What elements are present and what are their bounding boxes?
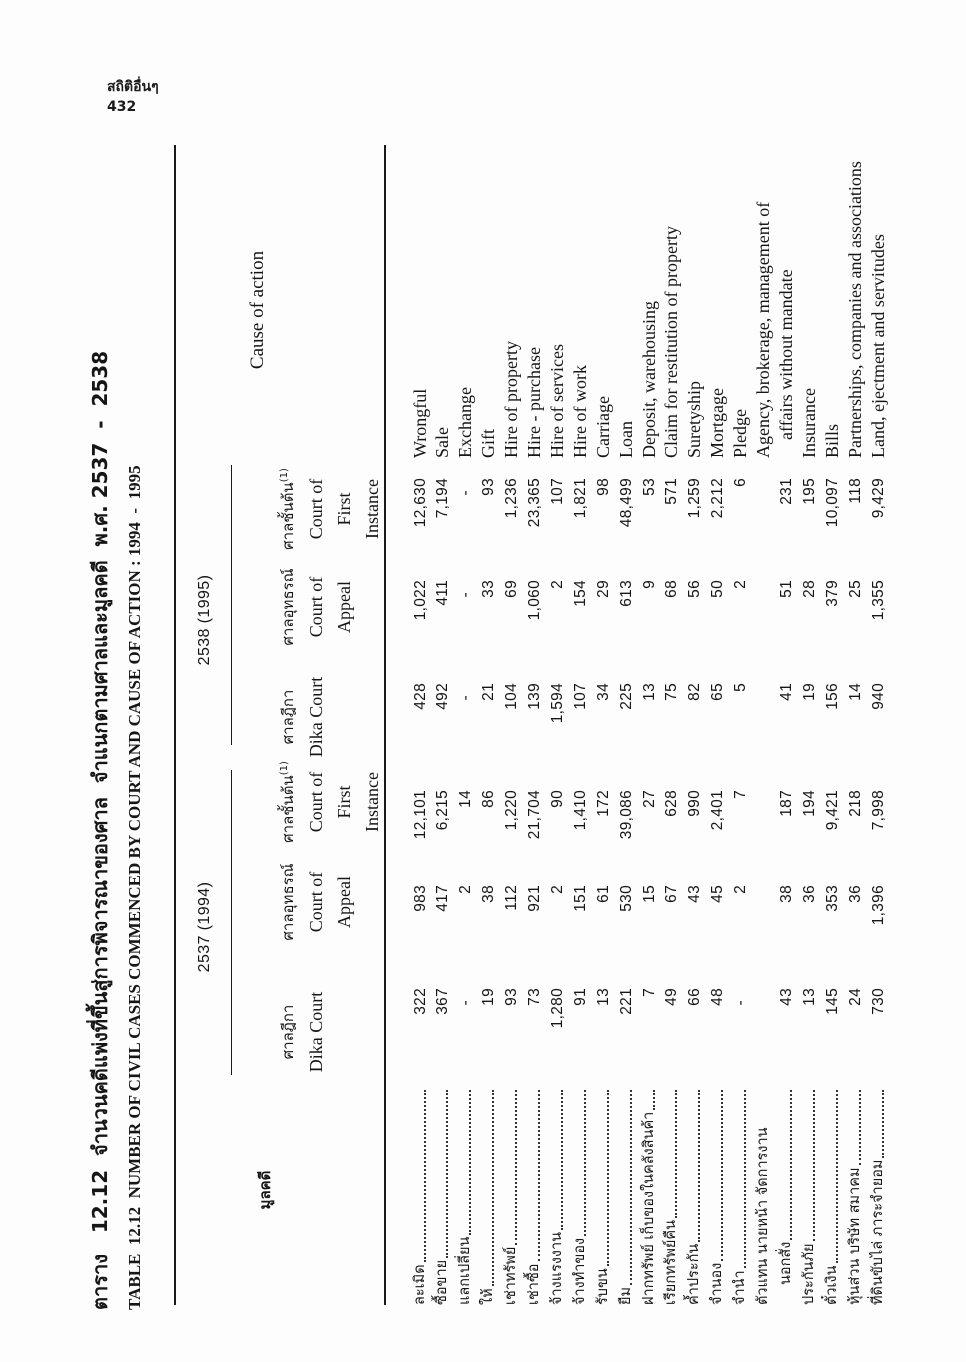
cause-english-label: Partnerships, companies and associations — [844, 161, 865, 458]
column-header-english-line: Instance — [362, 479, 382, 539]
value-cell-dika-court-1995: 14 — [846, 683, 864, 701]
column-header-english-line: Dika Court — [306, 676, 326, 758]
value-cell-dika-court-1994: 66 — [686, 988, 704, 1006]
value-cell-court-of-appeal-1995: - — [457, 592, 475, 598]
value-cell-court-of-first-instance-1994: 90 — [548, 790, 566, 808]
value-cell-court-of-first-instance-1995: 231 — [777, 478, 795, 505]
value-cell-court-of-appeal-1995: 379 — [823, 580, 841, 607]
value-cell-dika-court-1995: 156 — [823, 683, 841, 710]
column-header-thai-text: ศาลฎีกา — [279, 689, 297, 745]
value-cell-court-of-appeal-1995: 69 — [503, 580, 521, 598]
cause-thai-label — [683, 1090, 706, 1305]
cause-thai-text: จำนำ — [732, 1270, 749, 1305]
value-cell-dika-court-1994: 145 — [823, 988, 841, 1015]
cause-thai-label — [454, 1090, 477, 1305]
value-cell-dika-court-1995: 104 — [503, 683, 521, 710]
value-cell-court-of-appeal-1995: 28 — [800, 580, 818, 598]
cause-thai-text: เช่าซื้อ — [526, 1263, 542, 1305]
cause-english-label: Loan — [615, 421, 636, 458]
value-cell-court-of-appeal-1994: 2 — [548, 885, 566, 894]
value-cell-court-of-first-instance-1994: 14 — [457, 790, 475, 808]
page-number: 432 — [107, 99, 137, 115]
value-cell-dika-court-1995: 41 — [777, 683, 795, 701]
year-header-1994: 2537 (1994) — [196, 881, 213, 973]
dot-leader — [538, 1090, 540, 1262]
cause-thai-label — [569, 1090, 592, 1305]
cause-english-label: Gift — [478, 429, 499, 458]
column-header-english-line: First — [334, 785, 354, 819]
value-cell-dika-court-1995: 65 — [709, 683, 727, 701]
cause-thai-text: ซื้อขาย — [434, 1259, 451, 1305]
cause-english-label: Wrongful — [409, 388, 430, 458]
cause-thai-text: แลกเปลี่ยน — [457, 1236, 474, 1305]
value-cell-court-of-first-instance-1995: 1,259 — [686, 478, 704, 519]
value-cell-dika-court-1994: 13 — [800, 988, 818, 1006]
value-cell-court-of-appeal-1995: 56 — [686, 580, 704, 598]
column-header-english-line: Appeal — [334, 581, 354, 633]
dot-leader — [721, 1090, 723, 1261]
value-cell-dika-court-1994: 367 — [434, 988, 452, 1015]
value-cell-court-of-appeal-1994: 353 — [823, 885, 841, 912]
value-cell-dika-court-1994: - — [457, 1000, 475, 1006]
value-cell-court-of-first-instance-1995: 48,499 — [617, 478, 635, 528]
cause-thai-label — [546, 1090, 569, 1305]
value-cell-court-of-appeal-1995: 51 — [777, 580, 795, 598]
dot-leader — [492, 1090, 494, 1286]
value-cell-court-of-first-instance-1995: - — [457, 490, 475, 496]
cause-thai-label — [660, 1090, 683, 1305]
cause-english-label: Deposit, warehousing — [638, 301, 659, 458]
value-cell-court-of-appeal-1995: 25 — [846, 580, 864, 598]
value-cell-court-of-first-instance-1995: 1,821 — [571, 478, 589, 519]
column-header-english-line: Court of — [306, 478, 326, 540]
value-cell-court-of-appeal-1995: 9 — [640, 580, 658, 589]
value-cell-court-of-first-instance-1995: 2,212 — [709, 478, 727, 519]
cause-thai-label — [500, 1090, 523, 1305]
cause-thai-text: นอกสั่ง — [777, 1241, 794, 1285]
value-cell-court-of-first-instance-1995: 7,194 — [434, 478, 452, 519]
value-cell-court-of-first-instance-1995: 23,365 — [526, 478, 543, 528]
cause-thai-text: เรียกทรัพย์คืน — [663, 1219, 680, 1305]
value-cell-dika-court-1994: 13 — [594, 988, 612, 1006]
dot-leader — [813, 1090, 815, 1241]
value-cell-dika-court-1994: 221 — [617, 988, 635, 1015]
column-header-english-line: Court of — [306, 871, 326, 933]
cause-thai-label — [431, 1090, 454, 1305]
cause-thai-text: ตั๋วเงิน — [823, 1265, 840, 1305]
cause-thai-label — [729, 1090, 752, 1305]
value-cell-dika-court-1995: 940 — [869, 683, 887, 710]
dot-leader — [675, 1090, 677, 1218]
value-cell-court-of-first-instance-1995: 6 — [732, 478, 750, 487]
value-cell-dika-court-1995: 107 — [571, 683, 589, 710]
value-cell-court-of-appeal-1994: 151 — [571, 885, 589, 912]
cause-thai-text: เช่าทรัพย์ — [503, 1246, 520, 1305]
cause-thai-label — [752, 1090, 775, 1305]
cause-thai-label — [844, 1090, 867, 1305]
value-cell-court-of-appeal-1994: 61 — [594, 885, 612, 903]
dot-leader — [424, 1090, 426, 1262]
cause-english-label: Exchange — [455, 387, 476, 458]
value-cell-court-of-appeal-1995: 613 — [617, 580, 635, 607]
value-cell-dika-court-1994: 730 — [869, 988, 887, 1015]
cause-thai-label — [523, 1090, 546, 1305]
dot-leader — [836, 1090, 838, 1263]
column-header-english-line: Dika Court — [306, 991, 326, 1073]
value-cell-court-of-appeal-1994: 67 — [663, 885, 681, 903]
value-cell-court-of-first-instance-1994: 12,101 — [411, 790, 429, 840]
value-cell-court-of-first-instance-1995: 1,236 — [503, 478, 521, 519]
value-cell-dika-court-1995: 5 — [732, 683, 750, 692]
cause-english-label: Insurance — [798, 388, 819, 458]
cause-english-label: Carriage — [592, 396, 613, 458]
cause-thai-text: ฝากทรัพย์ เก็บของในคลังสินค้า — [640, 1111, 657, 1305]
value-cell-court-of-first-instance-1995: 53 — [640, 478, 658, 496]
value-cell-dika-court-1994: 7 — [640, 988, 658, 997]
value-cell-court-of-appeal-1994: 921 — [526, 885, 543, 912]
dot-leader — [630, 1090, 632, 1285]
cause-thai-label — [592, 1090, 615, 1305]
value-cell-court-of-appeal-1994: 530 — [617, 885, 635, 912]
value-cell-court-of-appeal-1994: 36 — [800, 885, 818, 903]
cause-thai-label — [409, 1090, 432, 1305]
cause-english-label: Agency, brokerage, management of — [753, 201, 773, 458]
value-cell-court-of-appeal-1995: 29 — [594, 580, 612, 598]
value-cell-court-of-appeal-1995: 1,022 — [411, 580, 429, 621]
value-cell-court-of-appeal-1994: 112 — [503, 885, 521, 911]
value-cell-court-of-first-instance-1994: 7 — [732, 790, 750, 799]
value-cell-court-of-first-instance-1994: 21,704 — [526, 790, 543, 840]
value-cell-dika-court-1994: 48 — [709, 988, 727, 1006]
cause-thai-text: ตัวแทน นายหน้า จัดการงาน — [755, 1127, 771, 1305]
value-cell-court-of-first-instance-1995: 571 — [663, 478, 681, 505]
footnote-marker: (1) — [279, 761, 290, 776]
column-header-english-line: Appeal — [334, 876, 354, 928]
value-cell-court-of-first-instance-1995: 98 — [594, 478, 612, 496]
dot-leader — [469, 1090, 471, 1235]
cause-thai-text: ค้ำประกัน — [686, 1243, 703, 1305]
column-header-thai-text: ศาลอุทธรณ์ — [279, 568, 297, 646]
cause-english-label: Hire of property — [501, 341, 522, 458]
cause-thai-text: จ้างทำของ — [571, 1237, 588, 1305]
dot-leader — [698, 1090, 700, 1242]
value-cell-court-of-first-instance-1994: 218 — [846, 790, 864, 817]
value-cell-court-of-appeal-1994: 15 — [640, 885, 658, 903]
value-cell-court-of-first-instance-1994: 172 — [594, 790, 612, 817]
value-cell-court-of-first-instance-1994: 1,410 — [571, 790, 589, 831]
column-header-english-line: First — [334, 492, 354, 526]
dot-leader — [882, 1090, 884, 1158]
value-cell-court-of-appeal-1994: 45 — [709, 885, 727, 903]
value-cell-court-of-first-instance-1994: 990 — [686, 790, 704, 817]
value-cell-dika-court-1994: 1,280 — [548, 988, 566, 1029]
value-cell-court-of-appeal-1994: 983 — [411, 885, 429, 912]
cause-thai-text: ที่ดินขับไล่ ภาระจำยอม — [869, 1159, 886, 1305]
value-cell-court-of-first-instance-1994: 39,086 — [617, 790, 635, 840]
value-cell-dika-court-1995: 75 — [663, 683, 681, 701]
value-cell-dika-court-1994: 19 — [480, 988, 498, 1006]
value-cell-dika-court-1994: 49 — [663, 988, 681, 1006]
value-cell-court-of-first-instance-1994: 1,220 — [503, 790, 521, 831]
cause-thai-label — [706, 1090, 729, 1305]
cause-thai-label — [638, 1090, 661, 1305]
cause-english-label: Claim for restitution of property — [661, 226, 682, 458]
value-cell-court-of-first-instance-1994: 2,401 — [709, 790, 727, 831]
value-cell-dika-court-1995: - — [457, 695, 475, 701]
value-cell-court-of-appeal-1994: 417 — [434, 885, 452, 912]
column-header-english-line: Instance — [362, 772, 382, 832]
column-header-english-line: Court of — [306, 771, 326, 833]
value-cell-court-of-appeal-1995: 33 — [480, 580, 498, 598]
value-cell-court-of-appeal-1994: 38 — [777, 885, 795, 903]
dot-leader — [561, 1090, 563, 1230]
value-cell-dika-court-1995: 139 — [526, 683, 543, 710]
cause-english-label: Hire of work — [569, 365, 590, 458]
value-cell-dika-court-1994: 322 — [411, 988, 429, 1015]
value-cell-dika-court-1994: 93 — [503, 988, 521, 1006]
cause-thai-label — [867, 1090, 890, 1305]
value-cell-court-of-first-instance-1995: 93 — [480, 478, 498, 496]
year-header-1995: 2538 (1995) — [196, 574, 213, 666]
cause-english-label: Pledge — [730, 409, 751, 458]
column-header-thai-text: ศาลฎีกา — [279, 1004, 297, 1060]
dot-leader — [859, 1090, 861, 1165]
cause-header-thai: มูลคดี — [256, 1170, 274, 1210]
value-cell-dika-court-1995: 19 — [800, 683, 818, 701]
value-cell-dika-court-1995: 492 — [434, 683, 452, 710]
value-cell-court-of-appeal-1995: 1,355 — [869, 580, 887, 621]
footnote-marker: (1) — [279, 468, 290, 483]
section-name: สถิติอื่นๆ — [107, 79, 159, 95]
column-header-thai-text: ศาลอุทธรณ์ — [279, 863, 297, 941]
cause-thai-text: จำนอง — [709, 1262, 726, 1305]
value-cell-dika-court-1995: 428 — [411, 683, 429, 710]
value-cell-dika-court-1995: 13 — [640, 683, 658, 701]
dot-leader — [790, 1090, 792, 1240]
value-cell-court-of-first-instance-1994: 27 — [640, 790, 658, 808]
cause-thai-text: ยืม — [617, 1286, 634, 1305]
value-cell-court-of-appeal-1995: 2 — [732, 580, 750, 589]
value-cell-court-of-appeal-1995: 2 — [548, 580, 566, 589]
value-cell-court-of-appeal-1995: 1,060 — [526, 580, 543, 621]
cause-english-label: Mortgage — [707, 388, 728, 458]
value-cell-court-of-first-instance-1995: 9,429 — [869, 478, 887, 519]
value-cell-dika-court-1994: 91 — [571, 988, 589, 1006]
value-cell-court-of-appeal-1994: 2 — [732, 885, 750, 894]
cause-thai-label — [798, 1090, 821, 1305]
value-cell-court-of-first-instance-1995: 10,097 — [823, 478, 841, 528]
dot-leader — [607, 1090, 609, 1266]
dot-leader — [446, 1090, 448, 1258]
cause-thai-text: รับขน — [594, 1268, 611, 1305]
dot-leader — [744, 1090, 746, 1268]
dot-leader — [584, 1090, 586, 1236]
value-cell-court-of-first-instance-1994: 86 — [480, 790, 498, 808]
cause-english-label: affairs without mandate — [775, 269, 796, 440]
value-cell-dika-court-1995: 34 — [594, 683, 612, 701]
cause-thai-text: ให้ — [480, 1288, 497, 1305]
value-cell-dika-court-1994: 73 — [526, 988, 543, 1006]
cause-thai-text: จ้างแรงงาน — [548, 1231, 565, 1305]
dot-leader — [515, 1090, 517, 1245]
cause-thai-text: ประกันภัย — [800, 1243, 817, 1305]
value-cell-court-of-appeal-1994: 36 — [846, 885, 864, 903]
table-title-thai: ตาราง 12.12 จำนวนคดีแพ่งที่ขึ้นสู่การพิจารณาของศาล จำแนกตามศาลและมูลคดี พ.ศ. 2537 - 2538 — [88, 350, 112, 1310]
value-cell-court-of-first-instance-1994: 9,421 — [823, 790, 841, 831]
cause-english-label: Land, ejectment and servitudes — [867, 234, 888, 458]
value-cell-court-of-first-instance-1994: 6,215 — [434, 790, 452, 831]
value-cell-court-of-first-instance-1994: 7,998 — [869, 790, 887, 831]
value-cell-dika-court-1994: - — [732, 1000, 750, 1006]
cause-header-english: Cause of action — [247, 250, 268, 370]
value-cell-dika-court-1995: 21 — [480, 683, 498, 701]
cause-thai-text: ละเมิด — [411, 1264, 428, 1305]
value-cell-court-of-appeal-1994: 43 — [686, 885, 704, 903]
value-cell-court-of-first-instance-1995: 118 — [846, 478, 864, 504]
value-cell-court-of-first-instance-1994: 628 — [663, 790, 681, 817]
column-header-english-line: Court of — [306, 576, 326, 638]
cause-thai-label — [477, 1090, 500, 1305]
value-cell-court-of-appeal-1995: 50 — [709, 580, 727, 598]
cause-english-label: Suretyship — [684, 380, 705, 458]
value-cell-dika-court-1994: 24 — [846, 988, 864, 1006]
value-cell-court-of-first-instance-1995: 12,630 — [411, 478, 429, 528]
value-cell-dika-court-1995: 1,594 — [548, 683, 566, 724]
cause-thai-label — [615, 1090, 638, 1305]
cause-english-label: Hire of services — [546, 344, 567, 458]
value-cell-court-of-first-instance-1994: 194 — [800, 790, 818, 817]
value-cell-court-of-appeal-1994: 2 — [457, 885, 475, 894]
cause-english-label: Bills — [821, 423, 842, 458]
cause-thai-label — [775, 1090, 798, 1285]
cause-thai-text: หุ้นส่วน บริษัท สมาคม — [846, 1167, 863, 1305]
column-header-thai-text: ศาลชั้นต้น — [279, 775, 297, 843]
value-cell-dika-court-1995: 82 — [686, 683, 704, 701]
value-cell-dika-court-1995: 225 — [617, 683, 635, 710]
value-cell-court-of-first-instance-1995: 195 — [800, 478, 818, 505]
cause-english-label: Sale — [432, 427, 453, 458]
value-cell-dika-court-1994: 43 — [777, 988, 795, 1006]
cause-thai-label — [821, 1090, 844, 1305]
value-cell-court-of-appeal-1995: 411 — [434, 580, 452, 606]
value-cell-court-of-first-instance-1995: 107 — [548, 478, 566, 505]
value-cell-court-of-first-instance-1994: 187 — [777, 790, 795, 817]
value-cell-court-of-appeal-1994: 1,396 — [869, 885, 887, 926]
cause-english-label: Hire - purchase — [524, 347, 544, 458]
value-cell-court-of-appeal-1995: 154 — [571, 580, 589, 607]
table-title-english: TABLE 12.12 NUMBER OF CIVIL CASES COMMENCED BY COURT AND CAUSE OF ACTION : 1994 - 1995 — [125, 465, 144, 1310]
value-cell-court-of-appeal-1995: 68 — [663, 580, 681, 598]
value-cell-court-of-appeal-1994: 38 — [480, 885, 498, 903]
dot-leader — [653, 1090, 655, 1110]
column-header-thai-text: ศาลชั้นต้น — [279, 482, 297, 550]
